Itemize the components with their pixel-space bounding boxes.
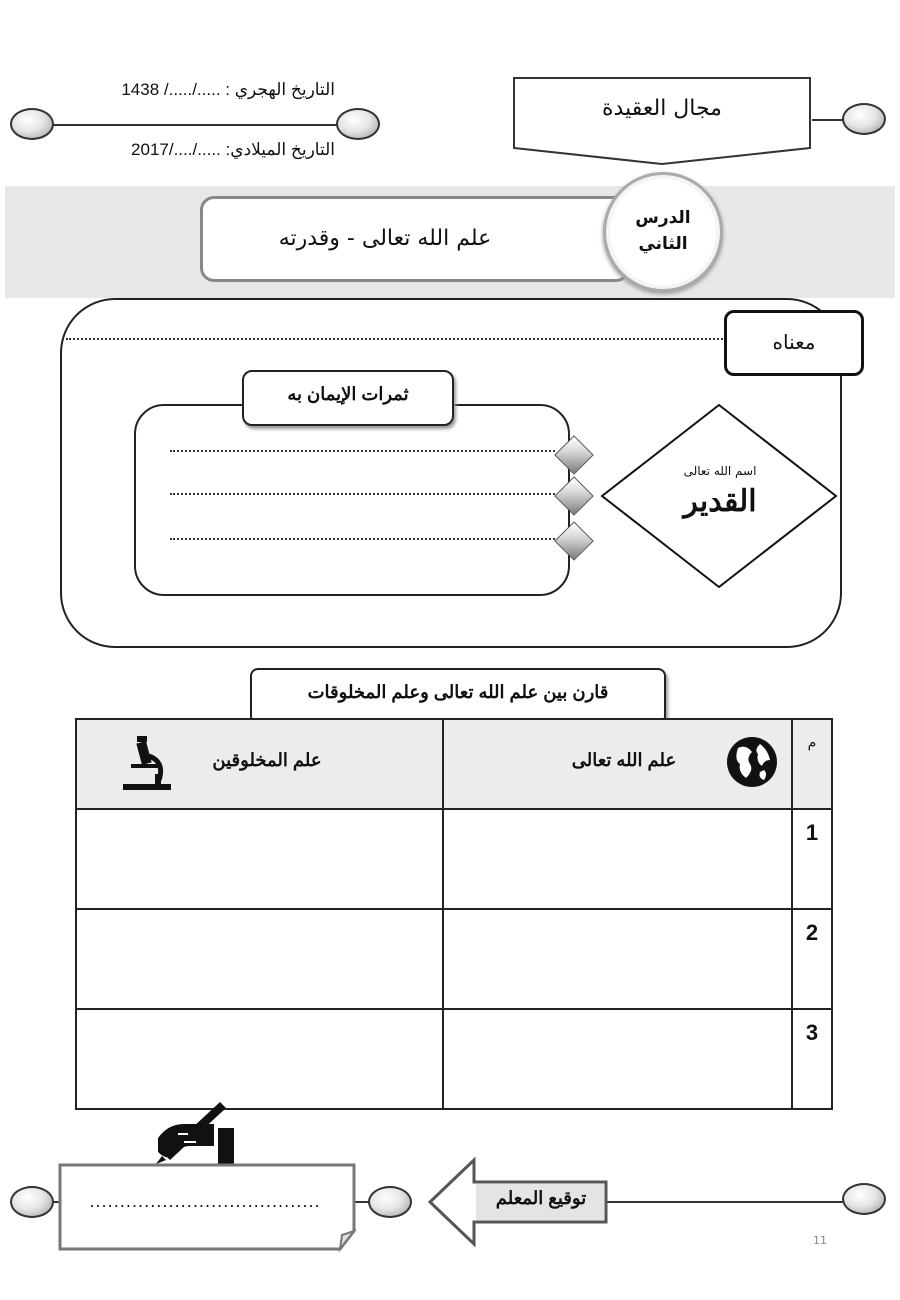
row-1-allah-cell[interactable] — [443, 809, 792, 909]
footer-oval-middle — [368, 1186, 412, 1218]
table-row — [76, 809, 832, 909]
header-creatures-cell — [76, 719, 443, 809]
row-3-creatures-cell[interactable] — [76, 1009, 443, 1109]
microscope-icon — [119, 734, 175, 792]
signature-dots: ...................................... — [89, 1192, 321, 1211]
header-oval-right — [842, 103, 886, 135]
lesson-badge-line1: الدرس — [635, 208, 691, 228]
compare-title: قارن بين علم الله تعالى وعلم المخلوقات — [307, 682, 609, 702]
meaning-answer-line — [66, 338, 726, 340]
row-3-number: 3 — [792, 1009, 832, 1109]
header-oval-left — [10, 108, 54, 140]
footer-line-right — [605, 1201, 850, 1203]
meaning-label: معناه — [772, 330, 816, 354]
header-allah-cell — [443, 719, 792, 809]
col-creatures-label: علم المخلوقين — [212, 750, 322, 770]
table-row — [76, 909, 832, 1009]
col-num-label: م — [807, 734, 817, 750]
fruit-answer-line-3 — [170, 538, 555, 540]
header-num-cell — [792, 719, 832, 809]
compare-table — [75, 718, 833, 1110]
fruit-answer-line-2 — [170, 493, 555, 495]
footer-oval-right — [842, 1183, 886, 1215]
header-oval-middle — [336, 108, 380, 140]
row-3-allah-cell[interactable] — [443, 1009, 792, 1109]
row-1-number: 1 — [792, 809, 832, 909]
teacher-signature-label: توقيع المعلم — [495, 1188, 587, 1208]
name-caption: اسم الله تعالى — [683, 464, 757, 478]
header-line-left — [50, 124, 350, 126]
domain-title: مجال العقيدة — [602, 96, 722, 121]
row-2-allah-cell[interactable] — [443, 909, 792, 1009]
row-2-creatures-cell[interactable] — [76, 909, 443, 1009]
row-2-number: 2 — [792, 909, 832, 1009]
col-allah-label: علم الله تعالى — [571, 750, 677, 770]
name-title: القدير — [683, 485, 757, 518]
lesson-badge-line2: الثاني — [638, 234, 688, 254]
hand-writing-icon — [148, 1098, 238, 1166]
footer-oval-left — [10, 1186, 54, 1218]
table-header-row — [76, 719, 832, 809]
fruits-label: ثمرات الإيمان به — [287, 384, 409, 404]
gregorian-date: التاريخ الميلادي: ...../..../2017 — [131, 140, 335, 159]
domain-title-box — [512, 76, 814, 168]
table-row — [76, 1009, 832, 1109]
lesson-badge — [603, 172, 723, 292]
globe-icon — [724, 734, 780, 790]
fruit-answer-line-1 — [170, 450, 555, 452]
hijri-date: التاريخ الهجري : ...../...../ 1438 — [121, 80, 335, 99]
page-number: 11 — [813, 1234, 827, 1247]
fruits-box — [134, 404, 570, 596]
row-1-creatures-cell[interactable] — [76, 809, 443, 909]
lesson-title: علم الله تعالى - وقدرته — [278, 226, 492, 251]
